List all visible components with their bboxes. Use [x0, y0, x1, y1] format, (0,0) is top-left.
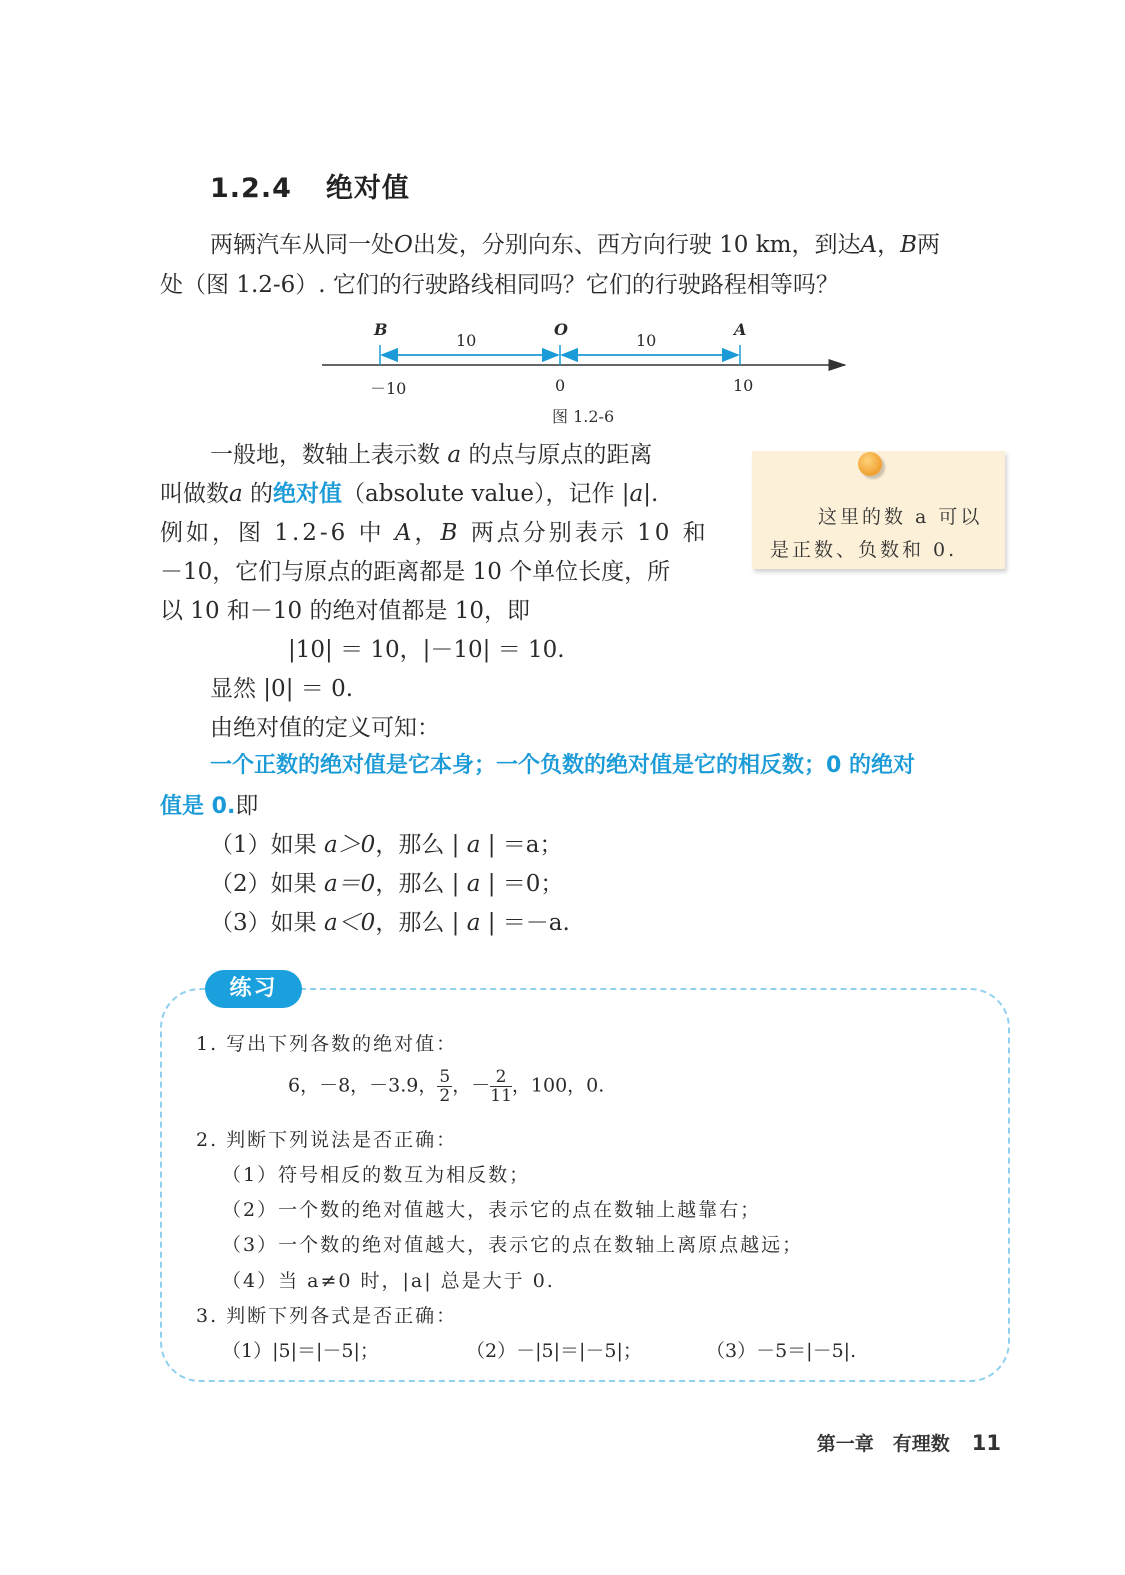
rule-line-2 — [160, 787, 258, 820]
exercise-q3: 3. 判断下列各式是否正确： — [196, 1305, 458, 1327]
var-B: B — [900, 232, 918, 258]
note-line-1: 这里的数 a 可以 — [818, 506, 983, 528]
var-a: a — [447, 442, 462, 468]
text: （absolute value），记作 | — [342, 481, 630, 507]
case-1 — [210, 826, 563, 859]
exercise-q2-item-3: （3）一个数的绝对值越大，表示它的点在数轴上离原点越远； — [222, 1234, 804, 1256]
text: 两 — [917, 232, 941, 258]
tick-value-10: 10 — [733, 376, 754, 395]
def-line-4: －10，它们与原点的距离都是 10 个单位长度，所 — [160, 559, 671, 585]
condition: a＜0 — [323, 910, 376, 936]
text: 例如，图 1.2-6 中 — [160, 520, 385, 546]
var-a: a — [629, 481, 644, 507]
note-line-2: 是正数、负数和 0. — [770, 539, 958, 561]
segment-label-1: 10 — [456, 331, 477, 350]
tick-value-0: 0 — [555, 376, 566, 395]
text: 的 — [250, 481, 274, 507]
result: | ＝0； — [487, 871, 564, 897]
text: ，那么 | — [375, 910, 460, 936]
var-a: a — [466, 832, 481, 858]
exercise-q2: 2. 判断下列说法是否正确： — [196, 1129, 458, 1151]
def-line-8: 由绝对值的定义可知： — [210, 715, 440, 741]
exercise-q2-item-2: （2）一个数的绝对值越大，表示它的点在数轴上越靠右； — [222, 1199, 762, 1221]
text: （3）如果 — [210, 910, 317, 936]
result: | ＝a； — [487, 832, 563, 858]
condition: a＞0 — [323, 832, 376, 858]
var-a: a — [466, 871, 481, 897]
text: ， — [877, 232, 901, 258]
text: 一般地，数轴上表示数 — [210, 442, 440, 468]
point-label-O: O — [554, 320, 568, 339]
var-A: A — [394, 520, 415, 546]
term-absolute-value: 绝对值 — [273, 481, 343, 507]
section-title: 绝对值 — [325, 173, 410, 204]
exercise-q1-values — [288, 1068, 604, 1105]
point-label-B: B — [374, 320, 388, 339]
case-2 — [210, 865, 563, 898]
pushpin-icon — [858, 452, 882, 476]
var-a: a — [466, 910, 481, 936]
exercise-q2-item-1: （1）符号相反的数互为相反数； — [222, 1164, 531, 1186]
text: （2）如果 — [210, 871, 317, 897]
text: ， — [414, 520, 441, 546]
result: | ＝－a. — [487, 910, 570, 936]
def-line-2 — [160, 475, 658, 508]
text: 两辆汽车从同一处 — [210, 232, 394, 258]
section-number: 1.2.4 — [210, 173, 292, 204]
text: 即 — [235, 793, 259, 819]
denominator: 2 — [439, 1086, 451, 1106]
text: |. — [643, 481, 659, 507]
rule-text: 值是 0. — [160, 794, 236, 819]
chapter-title: 第一章 有理数 — [816, 1433, 950, 1455]
denominator: 11 — [490, 1086, 512, 1106]
tick-value-neg10: －10 — [370, 379, 407, 398]
exercise-q3-item-1: （1）|5|＝|－5|； — [222, 1340, 379, 1362]
exercise-q2-item-4: （4）当 a≠0 时，|a| 总是大于 0. — [222, 1270, 555, 1292]
condition: a＝0 — [323, 871, 376, 897]
def-line-5: 以 10 和－10 的绝对值都是 10，即 — [160, 598, 531, 624]
text: 叫做数 — [160, 481, 229, 507]
page-footer — [817, 1429, 1001, 1456]
var-a: a — [229, 481, 243, 507]
var-A: A — [860, 232, 878, 258]
fraction-2-11 — [490, 1068, 512, 1105]
text: ，那么 | — [375, 871, 460, 897]
point-label-A: A — [734, 320, 747, 339]
text: 出发，分别向东、西方向行驶 10 km，到达 — [412, 232, 861, 258]
intro-line-2: 处（图 1.2-6）. 它们的行驶路线相同吗？它们的行驶路程相等吗？ — [160, 272, 839, 298]
equation-1: |10| ＝ 10，|－10| ＝ 10. — [288, 637, 565, 663]
page-number: 11 — [971, 1431, 1001, 1455]
number-line-figure — [0, 0, 1125, 440]
numerator: 2 — [490, 1068, 512, 1087]
text: 的点与原点的距离 — [468, 442, 653, 468]
numerator: 5 — [439, 1067, 451, 1087]
rule-line-1: 一个正数的绝对值是它本身；一个负数的绝对值是它的相反数；0 的绝对 — [210, 753, 915, 778]
segment-label-2: 10 — [636, 331, 657, 350]
case-3 — [210, 904, 570, 937]
var-B: B — [440, 520, 461, 546]
text: 两点分别表示 10 和 — [470, 520, 709, 546]
equation-2: 显然 |0| ＝ 0. — [210, 676, 354, 702]
fraction-5-2 — [437, 1068, 452, 1105]
def-line-3 — [160, 514, 709, 547]
values: 6，－8，－3.9， — [288, 1074, 438, 1097]
exercise-q3-item-3: （3）－5＝|－5|. — [706, 1340, 857, 1362]
exercise-tag: 练习 — [205, 970, 302, 1008]
text: （1）如果 — [210, 832, 317, 858]
figure-caption: 图 1.2-6 — [552, 407, 615, 426]
def-line-1 — [210, 436, 652, 469]
exercise-q1: 1. 写出下列各数的绝对值： — [196, 1033, 458, 1055]
text: ，那么 | — [375, 832, 460, 858]
var-O: O — [394, 232, 413, 258]
values: ，－ — [452, 1074, 491, 1097]
values: ，100，0. — [511, 1074, 605, 1097]
exercise-q3-item-2: （2）－|5|＝|－5|； — [466, 1340, 642, 1362]
